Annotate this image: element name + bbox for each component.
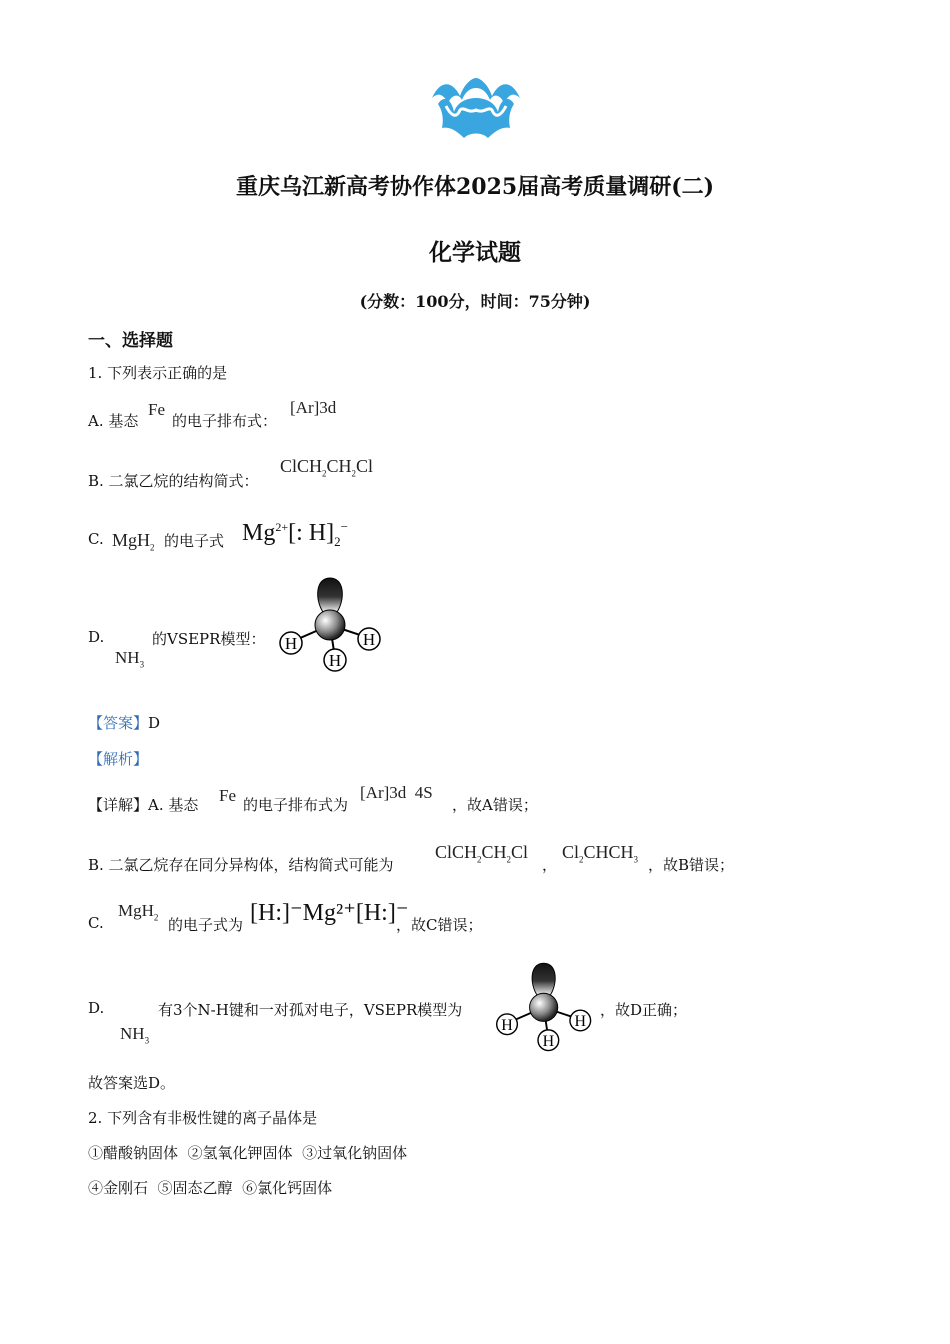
q1-option-b-label: B. 二氯乙烷的结构简式： bbox=[88, 472, 259, 490]
detail-a-end: ，故A错误； bbox=[452, 796, 538, 814]
q1-c-label: C. bbox=[88, 530, 104, 548]
answer-value: D bbox=[148, 714, 161, 732]
detail-a-formula: [Ar]3d 4S bbox=[360, 783, 433, 802]
subject-title: 化学试题 bbox=[429, 239, 521, 266]
q1-b-formula: $ClCH_2CH_2Cl$ bbox=[280, 456, 374, 479]
detail-c-struct: [H:]⁻Mg²⁺[H:]⁻ bbox=[250, 900, 409, 926]
detail-b-formula2: $Cl_2CHCH_3$ bbox=[562, 842, 639, 865]
exam-info: (分数：100分，时间：75分钟) bbox=[359, 292, 591, 311]
h-atom-label: H bbox=[501, 1016, 513, 1034]
q2-options-line1: ①醋酸钠固体 ②氢氧化钾固体 ③过氧化钠固体 bbox=[88, 1144, 408, 1162]
detail-d-text: 有3个N-H键和一对孤对电子，VSEPR模型为 bbox=[158, 1001, 463, 1019]
vsepr-model-diagram bbox=[275, 570, 390, 675]
c-mg: Mg bbox=[242, 520, 276, 546]
d2-formula-text: NH bbox=[120, 1024, 145, 1043]
answer-line bbox=[88, 712, 160, 733]
b-part1: ClCH bbox=[280, 456, 323, 476]
q1-a-formula: [Ar]3d bbox=[290, 398, 337, 417]
b1-part3: Cl bbox=[511, 842, 529, 862]
q2-options-line2: ④金刚石 ⑤固态乙醇 ⑥氯化钙固体 bbox=[88, 1179, 333, 1197]
b-part2: CH bbox=[326, 456, 352, 476]
q1-c-electron-formula bbox=[242, 519, 348, 550]
detail-b-end: ，故B错误； bbox=[648, 856, 735, 874]
answer-label: 【答案】 bbox=[88, 714, 149, 732]
detail-d-end: ，故D正确； bbox=[600, 1001, 688, 1019]
d-formula-text: NH bbox=[115, 648, 140, 667]
q2-stem: 2. 下列含有非极性键的离子晶体是 bbox=[88, 1109, 318, 1127]
q1-d-label: D. bbox=[88, 628, 105, 646]
detail-d-formula: $NH_3$ bbox=[120, 1024, 150, 1046]
c-formula-name: MgH bbox=[118, 901, 154, 920]
b-part3: Cl bbox=[356, 456, 374, 476]
detail-c-end: ，故C错误； bbox=[396, 916, 483, 934]
detail-b-formula1: $ClCH_2CH_2Cl$ bbox=[435, 842, 529, 865]
detail-b-label: B. 二氯乙烷存在同分异构体，结构简式可能为 bbox=[88, 856, 394, 874]
detail-a-label: 【详解】A. 基态 bbox=[88, 796, 199, 814]
c-minus: − bbox=[340, 519, 348, 534]
c-sup: 2+ bbox=[275, 520, 289, 534]
c-sub: 2 bbox=[334, 533, 341, 549]
h-atom-label: H bbox=[362, 630, 376, 649]
analysis-label: 【解析】 bbox=[88, 750, 149, 768]
detail-a-fe: Fe bbox=[219, 786, 236, 805]
c-formula-text: MgH bbox=[112, 530, 151, 550]
h-atom-label: H bbox=[284, 634, 298, 653]
b1-part2: CH bbox=[481, 842, 507, 862]
detail-c-text: 的电子式为 bbox=[168, 916, 244, 934]
detail-c-label: C. bbox=[88, 914, 104, 932]
q1-c-text: 的电子式 bbox=[164, 532, 225, 550]
b1-part1: ClCH bbox=[435, 842, 478, 862]
q1-stem: 1. 下列表示正确的是 bbox=[88, 364, 228, 382]
q1-d-text: 的VSEPR模型： bbox=[152, 630, 266, 648]
h-atom-label: H bbox=[542, 1032, 555, 1050]
page-title: 重庆乌江新高考协作体2025届高考质量调研(二) bbox=[235, 174, 715, 200]
detail-c-formula: MgH$_2$ bbox=[118, 901, 159, 923]
h-atom-label: H bbox=[328, 651, 342, 670]
b2-part2: CHCH bbox=[583, 842, 634, 862]
q1-c-formula: MgH$_2$ bbox=[112, 530, 155, 553]
section-title: 一、选择题 bbox=[88, 331, 173, 351]
detail-a-text: 的电子排布式为 bbox=[243, 796, 349, 814]
q1-d-formula: $NH_3$ bbox=[115, 648, 145, 670]
q1-a-text: 的电子排布式： bbox=[172, 412, 278, 430]
detail-b-comma: ， bbox=[542, 856, 558, 874]
vsepr-model-diagram-2 bbox=[492, 955, 600, 1055]
detail-conclusion: 故答案选D。 bbox=[88, 1074, 176, 1092]
h-atom-label: H bbox=[574, 1013, 587, 1031]
logo bbox=[430, 70, 522, 142]
q1-a-label: A. 基态 bbox=[88, 412, 139, 430]
detail-d-label: D. bbox=[88, 999, 105, 1017]
b2-part1: Cl bbox=[562, 842, 580, 862]
q1-option-a bbox=[88, 410, 138, 431]
c-bracket: [: H] bbox=[288, 520, 335, 546]
q1-a-fe: Fe bbox=[148, 400, 165, 419]
